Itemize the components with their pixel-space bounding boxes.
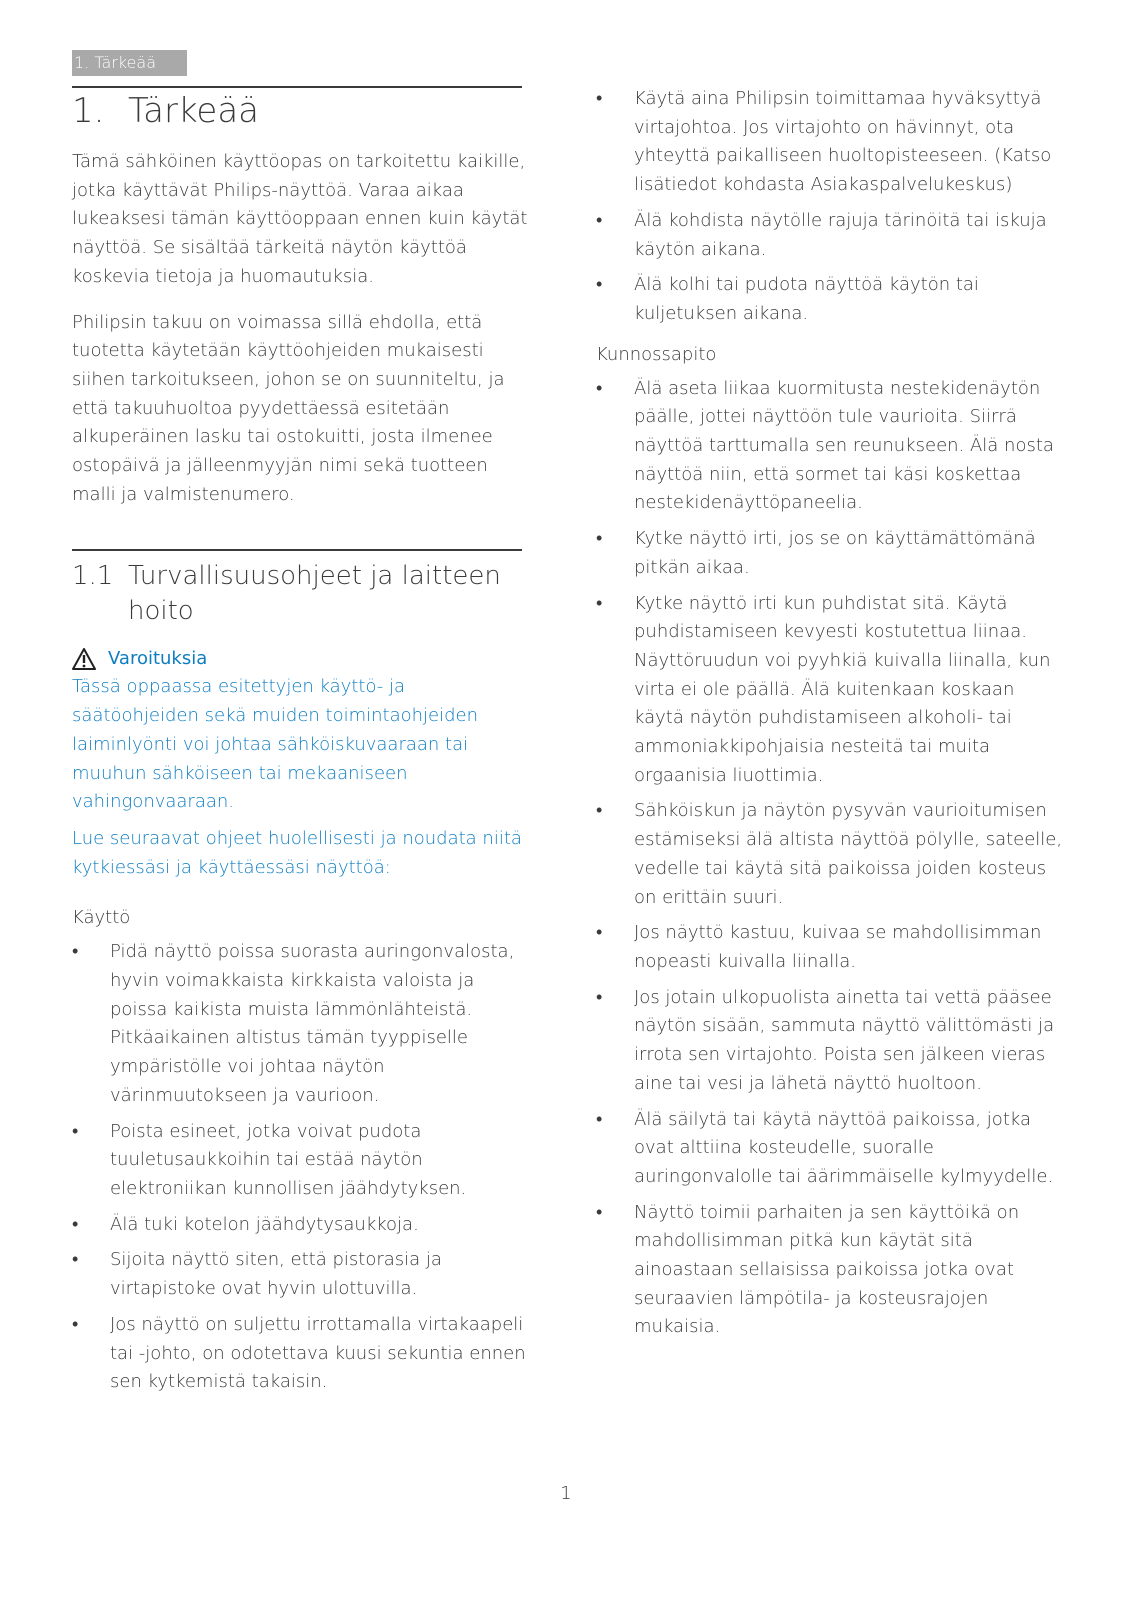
- list-item: [72, 1311, 532, 1397]
- warning-paragraph: Tässä oppaassa esitettyjen käyttö- ja säätöohjeiden sekä muiden toimintaohjeiden laiminlyönti voi johtaa sähköiskuvaaraan tai muuhun sähköiseen tai mekaaniseen vahingonvaaraan.: [72, 676, 479, 813]
- bullet: •: [596, 1108, 603, 1130]
- list-item-text: Älä kohdista näytölle rajuja tärinöitä tai iskuja käytön aikana.: [634, 209, 1047, 260]
- bullet: •: [596, 1201, 603, 1223]
- list-item: [596, 590, 1066, 791]
- list-item: [596, 797, 1066, 912]
- page-title-text: Tärkeää: [128, 91, 260, 131]
- list-item: [596, 525, 1066, 582]
- list-item: [72, 1246, 532, 1303]
- list-item-text: Älä säilytä tai käytä näyttöä paikoissa, jotka ovat alttiina kosteudelle, suoralle auringonvalolle tai äärimmäiselle kylmyydelle.: [634, 1108, 1054, 1187]
- warning-instruction: Lue seuraavat ohjeet huolellisesti ja noudata niitä kytkiessäsi ja käyttäessäsi näyttöä:: [72, 827, 522, 878]
- list-item: [72, 1118, 532, 1204]
- bullet: •: [72, 1213, 79, 1235]
- list-item-text: Jos näyttö kastuu, kuivaa se mahdollisimman nopeasti kuivalla liinalla.: [634, 922, 1042, 972]
- bullet: •: [596, 209, 603, 231]
- warning-triangle-icon: [72, 648, 96, 670]
- right-column: [596, 85, 1066, 1349]
- usage-heading: Käyttö: [72, 907, 131, 929]
- list-item: [72, 1211, 532, 1240]
- bullet: •: [596, 986, 603, 1008]
- bullet: •: [596, 592, 603, 614]
- list-item: [596, 207, 1066, 264]
- warranty-paragraph: Philipsin takuu on voimassa sillä ehdolla, että tuotetta käytetään käyttöohjeiden mukaisesti siihen tarkoitukseen, johon se on suunniteltu, ja että takuuhuoltoa pyydettäessä esitetään alkuperäinen lasku tai ostokuitti, josta ilmenee ostopäivä ja jälleenmyyjän nimi sekä tuotteen malli ja valmistenumero.: [72, 311, 505, 505]
- header-rule: [72, 86, 522, 88]
- usage-list-continued: [596, 85, 1066, 329]
- section-heading: [72, 559, 532, 629]
- page-number: 1: [560, 1483, 572, 1504]
- list-item-text: Sijoita näyttö siten, että pistorasia ja virtapistoke ovat hyvin ulottuvilla.: [110, 1249, 442, 1300]
- section-tab: 1. Tärkeää: [72, 50, 187, 76]
- list-item-text: Kytke näyttö irti kun puhdistat sitä. Käytä puhdistamiseen kevyesti kostutettua liinaa. Näyttöruudun voi pyyhkiä kuivalla liinalla, kun virta ei ole päällä. Älä kuitenkaan koskaan käytä näytön puhdistamiseen alkoholi- tai ammoniakkipohjaisia nesteitä tai muita orgaanisia liuottimia.: [634, 592, 1051, 786]
- bullet: •: [72, 1120, 79, 1142]
- list-item: [72, 938, 532, 1110]
- list-item: [596, 85, 1066, 200]
- warning-title: Varoituksia: [108, 648, 208, 670]
- list-item: [596, 919, 1066, 976]
- list-item-text: Sähköiskun ja näytön pysyvän vaurioitumisen estämiseksi älä altista näyttöä pölylle, sateelle, vedelle tai käytä sitä paikoissa joiden kosteus on erittäin suuri.: [634, 800, 1063, 908]
- list-item-text: Poista esineet, jotka voivat pudota tuuletusaukkoihin tai estää näytön elektroniikan kunnollisen jäähdytyksen.: [110, 1120, 467, 1199]
- usage-list: [72, 938, 532, 1397]
- left-column: [72, 90, 532, 1404]
- intro-paragraph: Tämä sähköinen käyttöopas on tarkoitettu kaikille, jotka käyttävät Philips-näyttöä. Varaa aikaa lukeaksesi tämän käyttöoppaan ennen kuin käytät näyttöä. Se sisältää tärkeitä näytön käyttöä koskevia tietoja ja huomautuksia.: [72, 151, 528, 287]
- list-item-text: Jos näyttö on suljettu irrottamalla virtakaapeli tai -johto, on odotettava kuusi sekuntia ennen sen kytkemistä takaisin.: [110, 1313, 526, 1393]
- section-number: 1.1: [72, 561, 114, 592]
- list-item-text: Kytke näyttö irti, jos se on käyttämättömänä pitkän aikaa.: [634, 528, 1036, 578]
- list-item: [596, 1199, 1066, 1343]
- maintenance-list: [596, 375, 1066, 1343]
- bullet: •: [72, 1313, 79, 1335]
- list-item: [596, 271, 1066, 328]
- list-item-text: Näyttö toimii parhaiten ja sen käyttöikä on mahdollisimman pitkä kun käytät sitä ainoastaan sellaisissa paikoissa jotka ovat seuraavien lämpötila- ja kosteusrajojen mukaisia.: [634, 1201, 1020, 1338]
- bullet: •: [596, 922, 603, 944]
- list-item-text: Käytä aina Philipsin toimittamaa hyväksyttyä virtajohtoa. Jos virtajohto on hävinnyt, ota yhteyttä paikalliseen huoltopisteeseen. (Katso lisätiedot kohdasta Asiakaspalvelukeskus): [634, 88, 1052, 196]
- section-title: Turvallisuusohjeet ja laitteen hoito: [128, 561, 501, 627]
- list-item: [596, 984, 1066, 1099]
- bullet: •: [596, 88, 603, 109]
- list-item-text: Älä tuki kotelon jäähdytysaukkoja.: [110, 1213, 419, 1235]
- warning-heading: [72, 645, 532, 673]
- page-title-number: 1.: [72, 91, 105, 131]
- list-item-text: Pidä näyttö poissa suorasta auringonvalosta, hyvin voimakkaista kirkkaista valoista ja poissa kaikista muista lämmönlähteistä. Pitkäaikainen altistus tämän tyyppiselle ympäristölle voi johtaa näytön värinmuutokseen ja vaurioon.: [110, 941, 515, 1106]
- bullet: •: [72, 1249, 79, 1271]
- list-item-text: Jos jotain ulkopuolista ainetta tai vettä pääsee näytön sisään, sammuta näyttö välittömästi ja irrota sen virtajohto. Poista sen jälkeen vieras aine tai vesi ja lähetä näyttö huoltoon.: [634, 986, 1055, 1094]
- bullet: •: [596, 800, 603, 822]
- page-title: [72, 90, 532, 132]
- bullet: •: [72, 941, 79, 963]
- list-item-text: Älä kolhi tai pudota näyttöä käytön tai kuljetuksen aikana.: [634, 274, 979, 324]
- bullet: •: [596, 528, 603, 550]
- section-rule: [72, 549, 522, 551]
- list-item-text: Älä aseta liikaa kuormitusta nestekidenäytön päälle, jottei näyttöön tule vaurioita. Siirrä näyttöä tarttumalla sen reunukseen. Älä nosta näyttöä niin, että sormet tai käsi koskettaa nestekidenäyttöpaneelia.: [634, 377, 1054, 514]
- list-item: [596, 1106, 1066, 1192]
- bullet: •: [596, 274, 603, 296]
- list-item: [596, 375, 1066, 519]
- bullet: •: [596, 377, 603, 399]
- maintenance-heading: Kunnossapito: [596, 343, 717, 365]
